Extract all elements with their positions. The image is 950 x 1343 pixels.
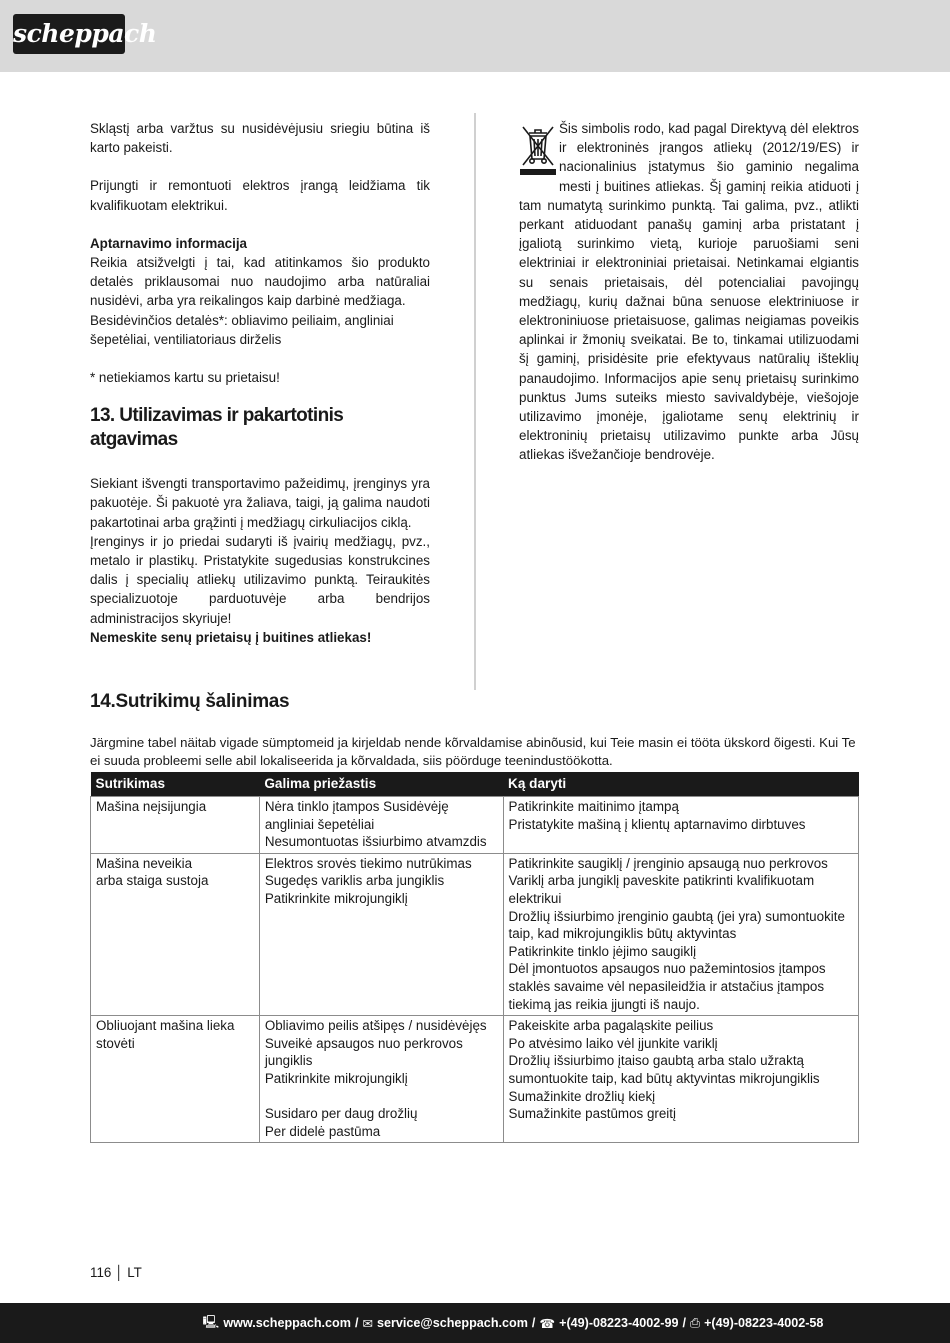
- cell-line: arba staiga sustoja: [96, 873, 209, 889]
- cell-line: Nesumontuotas išsiurbimo atvamzdis: [264, 834, 487, 850]
- table-cell-actions: [503, 1016, 858, 1143]
- cell-line: Obliuojant mašina lieka stovėti: [96, 1018, 235, 1051]
- note-not-included: * netiekiamos kartu su prietaisu!: [90, 370, 280, 386]
- cell-line: Nėra tinklo įtampos Susidėvėję angliniai šepetėliai: [264, 799, 449, 832]
- right-column: [519, 119, 859, 465]
- scheppach-logo: scheppach: [13, 14, 125, 54]
- cell-line: Patikrinkite saugiklį / įrenginio apsaugą nuo perkrovos: [508, 855, 828, 871]
- cell-spacer: [265, 1088, 498, 1106]
- cell-line: Patikrinkite tinklo įėjimo saugiklį: [508, 943, 697, 959]
- cell-line: Patikrinkite maitinimo įtampą: [508, 799, 679, 814]
- cell-line: Mašina neveikia: [96, 855, 193, 871]
- cell-line: Patikrinkite mikrojungiklį: [264, 890, 408, 906]
- cell-line: Pristatykite mašiną į klientų aptarnavimo dirbtuves: [508, 816, 806, 832]
- table-row: [91, 797, 859, 854]
- warning-household-waste: Nemeskite senų prietaisų į buitines atliekas!: [90, 629, 372, 645]
- cell-line: Drožlių išsiurbimo įtaiso gaubtą arba stalo užraktą sumontuokite taip, kad būtų aktyvintas mikrojungiklis: [508, 1053, 820, 1086]
- table-cell-causes: [259, 797, 503, 854]
- footer-separator: /: [531, 1316, 536, 1330]
- cell-line: Patikrinkite mikrojungiklį: [264, 1070, 408, 1086]
- cell-line: Sugedęs variklis arba jungiklis: [264, 873, 445, 889]
- cell-line: Elektros srovės tiekimo nutrūkimas: [264, 855, 472, 871]
- cell-line: Mašina neįsijungia: [96, 799, 207, 814]
- weee-paragraph: Šis simbolis rodo, kad pagal Direktyvą dėl elektros ir elektroninės įrangos atliekų (2012/19/ES) ir nacionalinius įstatymus šio gaminio negalima mesti į buitines atliekas. Šį gaminį reikia atiduoti į tam numatytą surinkimo punktą. Tai galima, pvz., atlikti perkant atiduodant panašų gaminį arba pristatant į įgaliotą surinkimo vietą, kurioje paruošiami seni elektriniai ir elektroniniai prietaisai. Netinkamai elgiantis su senais prietaisais, dėl potencialiai pavojingų medžiagų, kurių dažnai būna senuose elektriniuose ir elektroniniuose prietaisuose, galimas neigiamas poveikis aplinkai ir žmonių sveikatai. Be to, tinkamai utilizuodami šį gaminį, prisidėsite prie efektyvaus natūralių išteklių panaudojimo. Informacijos apie senų prietaisų surinkimo punktus Jums suteiks miesto savivaldybėje, viešojoje utilizavimo įmonėje, įgaliotame senų elektrinių ir elektroninių prietaisų utilizavimo punkte arba Jūsų atliekas išvežančioje bendrovėje.: [519, 121, 859, 463]
- table-cell-causes: [259, 1016, 503, 1143]
- table-cell-actions: [503, 797, 858, 854]
- column-divider: [474, 113, 476, 690]
- footer-email[interactable]: service@scheppach.com: [377, 1316, 528, 1330]
- cell-line: Dėl įmontuotos apsaugos nuo pažemintosios įtampos staklės savaime vėl nepasileidžia ir atstačius įtampos tiekimą jas reikia įjungti iš naujo.: [508, 961, 826, 1012]
- section-14-title: 14.Sutrikimų šalinimas: [90, 691, 290, 712]
- cell-line: Drožlių išsiurbimo įrenginio gaubtą (jei yra) sumontuokite taip, kad mikrojungiklis būtų aktyvintas: [508, 908, 845, 942]
- header-action: Ką daryti: [503, 772, 858, 797]
- cell-line: Sumažinkite pastūmos greitį: [508, 1106, 676, 1122]
- cell-line: Susidaro per daug drožlių: [264, 1106, 418, 1122]
- table-cell-fault: [91, 853, 260, 1015]
- footer-separator: /: [682, 1316, 686, 1330]
- page-number: [90, 1265, 142, 1280]
- table-cell-actions: [503, 853, 858, 1015]
- troubleshooting-table: [90, 772, 859, 1143]
- phone-icon: ☎: [539, 1316, 556, 1331]
- cell-line: Variklį arba jungiklį paveskite patikrinti kvalifikuotam elektrikui: [508, 873, 815, 906]
- cell-line: Per didelė pastūma: [264, 1123, 381, 1139]
- paragraph-bolt-replacement: Skląstį arba varžtus su nusidėvėjusiu sriegiu būtina iš karto pakeisti.: [90, 121, 430, 156]
- paragraph-wear-parts: Reikia atsižvelgti į tai, kad atitinkamos šio produkto detalės priklausomai nuo naudojimo arba natūraliai nusidėvi, arba yra reikalingos kaip darbinė medžiaga.: [90, 255, 430, 309]
- footer-band: [0, 1303, 950, 1343]
- maintenance-heading: Aptarnavimo informacija: [90, 235, 248, 251]
- table-cell-fault: [91, 1016, 260, 1143]
- left-column: [90, 119, 430, 647]
- cell-line: Suveikė apsaugos nuo perkrovos jungiklis: [264, 1035, 463, 1069]
- footer-website[interactable]: www.scheppach.com: [223, 1316, 351, 1330]
- table-row: [91, 1016, 859, 1143]
- crossed-out-wheelie-bin-icon: [519, 119, 557, 177]
- table-cell-causes: [259, 853, 503, 1015]
- header-fault: Sutrikimas: [91, 772, 260, 797]
- page-language: LT: [127, 1265, 142, 1280]
- footer-separator: /: [354, 1316, 359, 1330]
- email-icon: ✉: [362, 1316, 374, 1331]
- cell-line: Pakeiskite arba pagaląskite peilius: [508, 1018, 714, 1034]
- computer-icon: 🖳: [202, 1314, 220, 1329]
- header-band: [0, 0, 950, 72]
- header-cause: Galima priežastis: [259, 772, 503, 797]
- paragraph-packaging: Siekiant išvengti transportavimo pažeidimų, įrenginys yra pakuotėje. Ši pakuotė yra žaliava, taigi, ją galima naudoti pakartotinai arba grąžinti į medžiagų cirkuliacijos ciklą.: [90, 476, 430, 530]
- table-header-row: [91, 772, 859, 797]
- table-row: [91, 853, 859, 1015]
- footer-phone[interactable]: +(49)-08223-4002-99: [559, 1316, 679, 1330]
- page-number-value: 116: [90, 1265, 112, 1280]
- paragraph-electrician: Prijungti ir remontuoti elektros įrangą leidžiama tik kvalifikuotam elektrikui.: [90, 178, 430, 213]
- paragraph-materials: Įrenginys ir jo priedai sudaryti iš įvairių medžiagų, pvz., metalo ir plastikų. Pristatykite sugedusias konstrukcines dalis į specialių atliekų utilizavimo punktą. Teiraukitės specializuotoje parduotuvėje arba bendrijos administracijos skyriuje!: [90, 533, 430, 626]
- section-14-intro: Järgmine tabel näitab vigade sümptomeid ja kirjeldab nende kõrvaldamise abinõusid, kui Teie masin ei tööta ükskord õigesti. Kui Te ei suuda probleemi selle abil lokaliseerida ja kõrvaldada, siis pöörduge teenindustöökotta.: [90, 735, 856, 768]
- fax-icon: ⎙: [689, 1315, 701, 1330]
- table-cell-fault: [91, 797, 260, 854]
- cell-line: Po atvėsimo laiko vėl įjunkite variklį: [508, 1035, 718, 1051]
- weee-symbol: [519, 119, 559, 177]
- page-number-separator: │: [115, 1265, 124, 1280]
- cell-line: Obliavimo peilis atšipęs / nusidėvėjęs: [264, 1018, 487, 1034]
- section-13-title: 13. Utilizavimas ir pakartotinis atgavimas: [90, 405, 344, 451]
- cell-line: Sumažinkite drožlių kiekį: [508, 1088, 656, 1104]
- footer-fax[interactable]: +(49)-08223-4002-58: [704, 1316, 824, 1330]
- paragraph-wear-parts-list: Besidėvinčios detalės*: obliavimo peiliaim, angliniai šepetėliai, ventiliatoriaus dirželis: [90, 312, 394, 347]
